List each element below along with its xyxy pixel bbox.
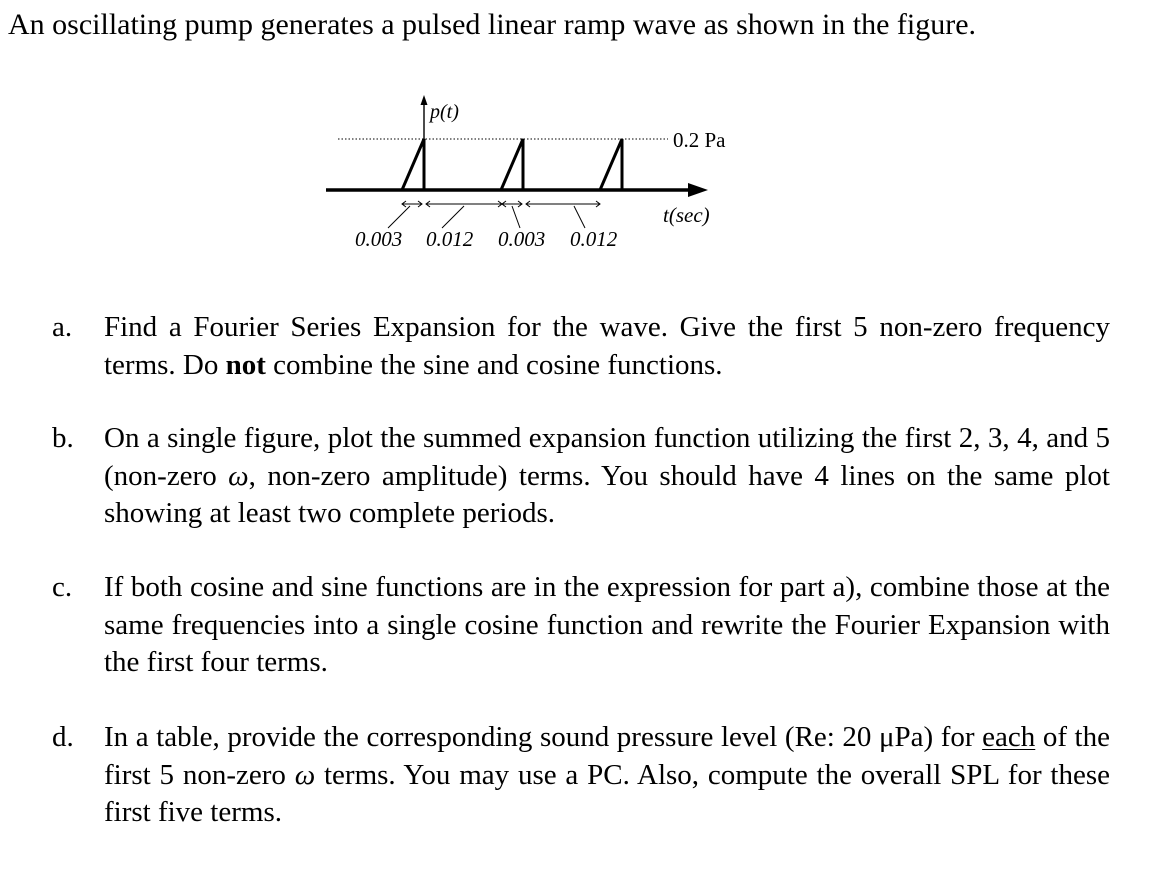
interval-label-1: 0.003 [355, 227, 403, 251]
interval-arrows [402, 201, 600, 207]
ramp-pulse [501, 139, 523, 190]
question-d-letter: d. [52, 721, 74, 753]
question-c-text: If both cosine and sine functions are in the expression for part a), combine those at the same frequencies into a single cosine function and rewrite the Fourier Expansion with the first four terms. [104, 571, 1110, 678]
y-axis-label: p(t) [430, 101, 459, 123]
ramp-pulse [600, 139, 622, 190]
question-d [52, 719, 1110, 832]
question-b-letter: b. [52, 422, 74, 454]
question-c [52, 569, 1110, 682]
omega-symbol: ω [228, 459, 249, 492]
x-axis-label: t(sec) [663, 203, 710, 227]
question-a-letter: a. [52, 311, 73, 343]
question-a [52, 309, 1110, 384]
ramp-wave-figure [0, 0, 1164, 270]
amplitude-label: 0.2 Pa [673, 128, 726, 152]
interval-label-2: 0.012 [426, 227, 474, 251]
question-d-text: In a table, provide the corresponding sound pressure level (Re: 20 μPa) for each of the first 5 non-zero ω terms. You may use a PC. Also, compute the overall SPL for these first five terms. [104, 721, 1110, 828]
problem-intro: An oscillating pump generates a pulsed linear ramp wave as shown in the figure. [8, 8, 977, 41]
question-c-letter: c. [52, 571, 73, 603]
pulse-group [402, 139, 622, 190]
interval-leaders [388, 206, 585, 228]
omega-symbol: ω [294, 758, 316, 791]
question-a-text: Find a Fourier Series Expansion for the wave. Give the first 5 non-zero frequency terms. Do not combine the sine and cosine functions. [104, 311, 1110, 381]
y-axis-arrowhead [421, 95, 428, 105]
question-b-text: On a single figure, plot the summed expansion function utilizing the first 2, 3, 4, and 5 (non-zero ω, non-zero amplitude) terms. You should have 4 lines on the same plot showing at least two complete periods. [104, 422, 1110, 529]
interval-label-3: 0.003 [498, 227, 546, 251]
question-b [52, 420, 1110, 533]
emphasis-not: not [225, 348, 266, 381]
x-axis-arrowhead [688, 183, 708, 197]
interval-label-4: 0.012 [570, 227, 618, 251]
emphasis-each: each [982, 721, 1036, 753]
ramp-pulse [402, 139, 424, 190]
